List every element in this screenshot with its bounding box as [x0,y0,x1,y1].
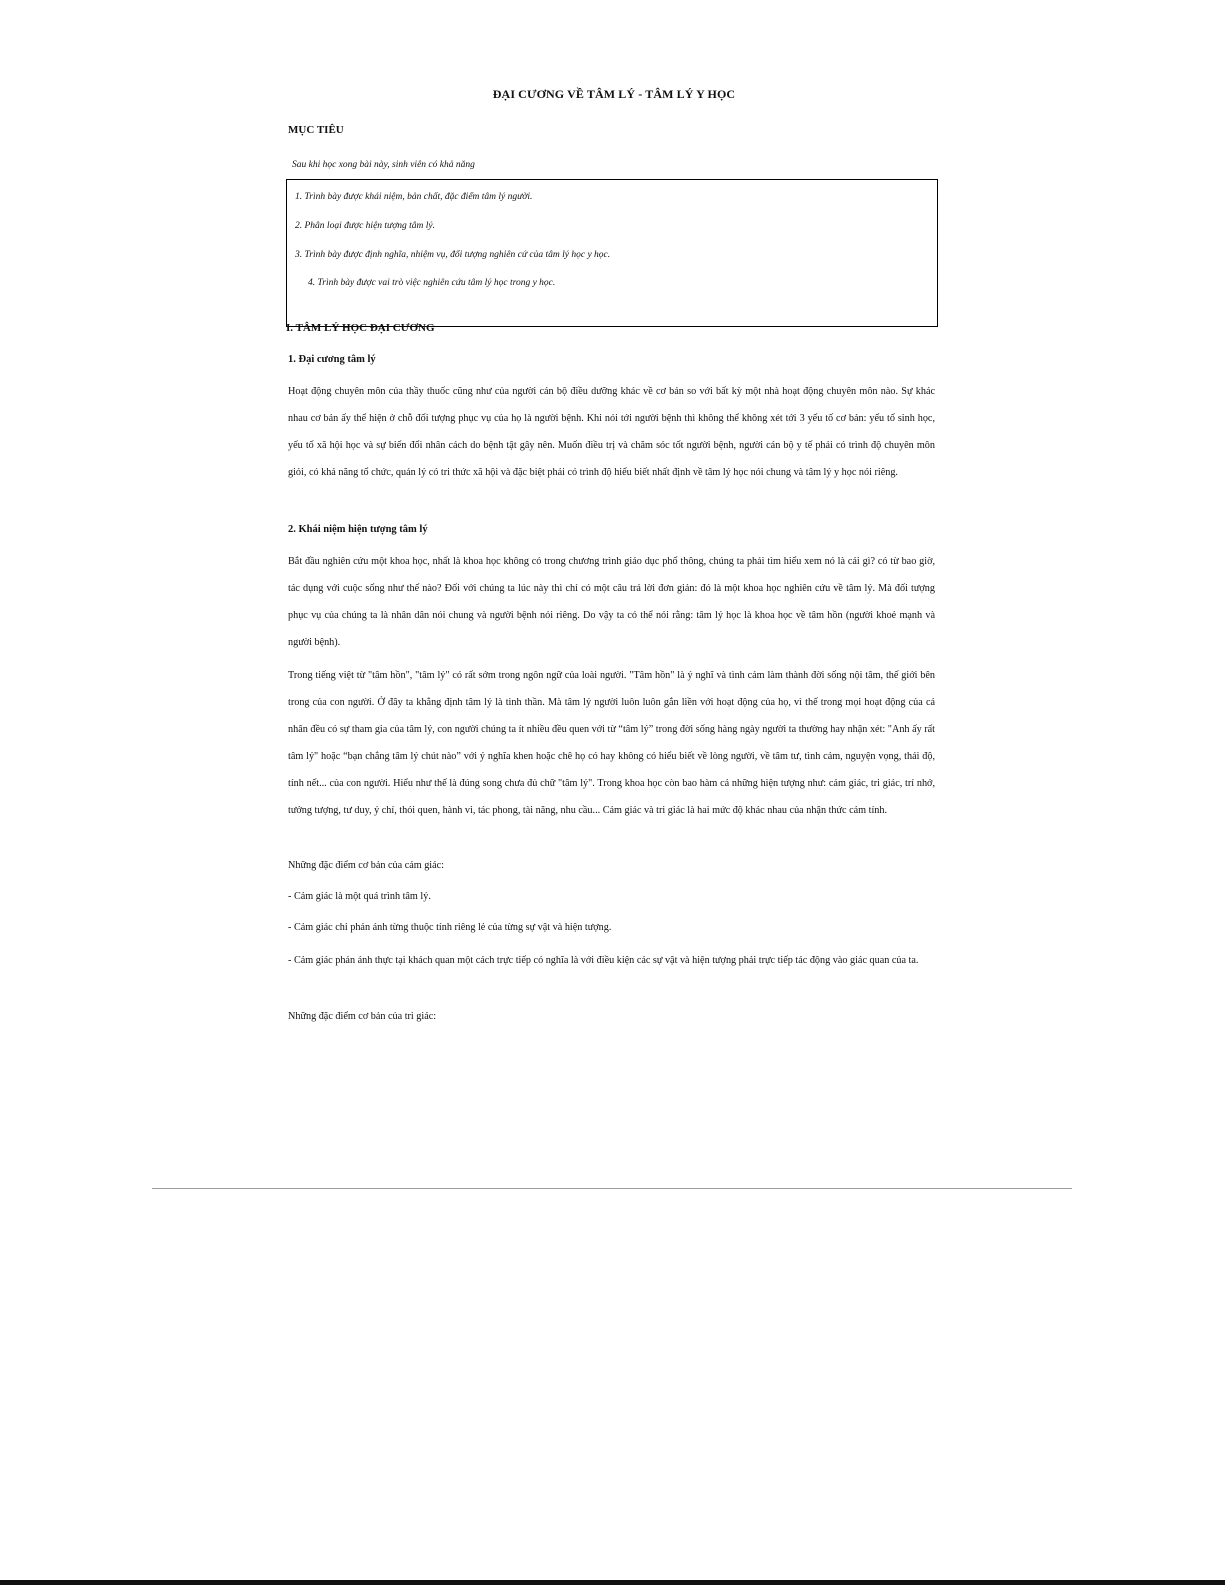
bottom-edge-bar [0,1580,1225,1585]
objectives-box [286,179,938,327]
objective-item-1: 1. Trình bày được khái niệm, bản chất, đặc điểm tâm lý người. [295,192,533,202]
objective-item-3: 3. Trình bày được định nghĩa, nhiệm vụ, đối tượng nghiên cứ của tâm lý học y học. [295,250,611,260]
paragraph-concept-1: Bắt đầu nghiên cứu một khoa học, nhất là khoa học không có trong chương trình giáo dục phổ thông, chúng ta phải tìm hiểu xem nó là cái gì? có từ bao giờ, tác dụng với cuộc sống như thế nào? Đối với chúng ta lúc này thì chỉ có một câu trả lời đơn giản: đó là một khoa học nghiên cứu về tâm lý. Mà đối tượng phục vụ của chúng ta là nhân dân nói chung và người bệnh nói riêng. Do vậy ta có thể nói rằng: tâm lý học là khoa học về tâm hồn (người khoẻ mạnh và người bệnh). [288,556,935,648]
objective-item-2: 2. Phân loại được hiện tượng tâm lý. [295,221,436,231]
objectives-intro: Sau khi học xong bài này, sinh viên có khả năng [292,160,475,170]
sensation-bullet-2: - Cảm giác chỉ phản ánh từng thuộc tính riêng lẻ của từng sự vật và hiện tượng. [288,922,612,933]
page-divider [152,1188,1072,1189]
section-heading: I. TÂM LÝ HỌC ĐẠI CƯƠNG [286,322,435,334]
sensation-bullet-1: - Cảm giác là một quá trình tâm lý. [288,891,431,902]
objective-item-4: 4. Trình bày được vai trò việc nghiên cứu tâm lý học trong y học. [308,278,556,288]
paragraph-general-psychology: Hoạt động chuyên môn của thầy thuốc cũng như của người cán bộ điều dưỡng khác về cơ bản so với bất kỳ một nhà hoạt động chuyên môn nào. Sự khác nhau cơ bản ấy thể hiện ở chỗ đối tượng phục vụ của họ là người bệnh. Khi nói tới người bệnh thì không thể không xét tới 3 yếu tố cơ bản: yếu tố sinh học, yếu tố xã hội học và sự biến đổi nhân cách do bệnh tật gây nên. Muốn điều trị và chăm sóc tốt người bệnh, người cán bộ y tế phải có trình độ chuyên môn giỏi, có khả năng tổ chức, quản lý có tri thức xã hội và đặc biệt phải có trình độ hiểu biết nhất định về tâm lý học nói chung và tâm lý y học nói riêng. [288,386,935,478]
subsection-heading-2: 2. Khái niệm hiện tượng tâm lý [288,524,428,535]
document-title: ĐẠI CƯƠNG VỀ TÂM LÝ - TÂM LÝ Y HỌC [492,87,736,101]
subsection-heading-1: 1. Đại cương tâm lý [288,354,376,365]
objectives-heading: MỤC TIÊU [288,124,344,136]
sensation-heading: Những đặc điểm cơ bản của cảm giác: [288,860,445,871]
perception-heading: Những đặc điểm cơ bản của tri giác: [288,1011,437,1022]
sensation-bullet-3: - Cảm giác phản ánh thực tại khách quan một cách trực tiếp có nghĩa là với điều kiện các sự vật và hiện tượng phải trực tiếp tác động vào giác quan của ta. [288,955,919,966]
paragraph-concept-2: Trong tiếng việt từ "tâm hồn", "tâm lý" có rất sớm trong ngôn ngữ của loài người. "Tâm hồn" là ý nghĩ và tình cảm làm thành đời sống nội tâm, thế giới bên trong của con người. Ở đây ta khẳng định tâm lý là tinh thần. Mà tâm lý người luôn luôn gắn liền với hoạt động của họ, vì thế trong mọi hoạt động của cá nhân đều có sự tham gia của tâm lý, con người chúng ta ít nhiều đều quen với từ “tâm lý” trong đời sống hàng ngày người ta thường hay nhận xét: "Anh ấy rất tâm lý" hoặc “bạn chẳng tâm lý chút nào” với ý nghĩa khen hoặc chê họ có hay không có hiểu biết về lòng người, về tâm tư, tình cảm, nguyện vọng, thái độ, tính nết... của con người. Hiểu như thế là đúng song chưa đủ chữ "tâm lý". Trong khoa học còn bao hàm cả những hiện tượng như: cảm giác, tri giác, trí nhớ, tưởng tượng, tư duy, ý chí, thói quen, hành vi, tác phong, tài năng, nhu cầu... Cảm giác và tri giác là hai mức độ khác nhau của nhận thức cảm tính. [288,670,935,816]
